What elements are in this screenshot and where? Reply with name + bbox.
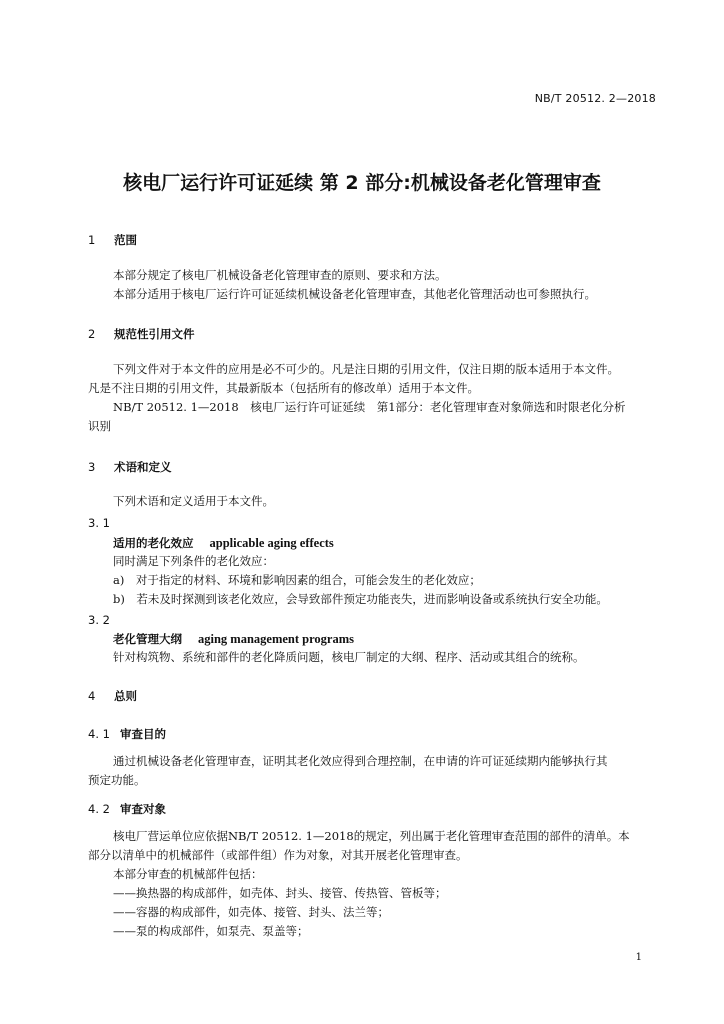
reference-line: 识别 [88, 419, 111, 433]
section-4-1-heading [88, 726, 166, 742]
section-1-heading [88, 232, 137, 248]
section-4-heading [88, 688, 137, 704]
paragraph-line: 本部分适用于核电厂运行许可证延续机械设备老化管理审查，其他老化管理活动也可参照执行。 [113, 287, 596, 301]
reference-line: NB/T 20512. 1—2018 核电厂运行许可证延续 第1部分：老化管理审查对象筛选和时限老化分析 [113, 400, 626, 414]
list-item: ——容器的构成部件，如壳体、接管、封头、法兰等； [113, 905, 389, 919]
standard-code: NB/T 20512. 2—2018 [534, 92, 656, 105]
paragraph-line: 针对构筑物、系统和部件的老化降质问题，核电厂制定的大纲、程序、活动或其组合的统称。 [113, 650, 585, 664]
paragraph-line: 通过机械设备老化管理审查，证明其老化效应得到合理控制，在申请的许可证延续期内能够执行其 [113, 754, 608, 768]
paragraph-line: 部分以清单中的机械部件（或部件组）作为对象，对其开展老化管理审查。 [88, 848, 468, 862]
list-item: ——换热器的构成部件，如壳体、封头、接管、传热管、管板等； [113, 886, 447, 900]
list-item: ——泵的构成部件，如泵壳、泵盖等； [113, 924, 309, 938]
section-title: 术语和定义 [114, 460, 172, 474]
term-title-cn: 老化管理大纲 [113, 632, 182, 646]
paragraph-line: 核电厂营运单位应依据NB/T 20512. 1—2018的规定，列出属于老化管理审查范围的部件的清单。本 [113, 829, 630, 843]
page-number: 1 [635, 952, 642, 963]
term-number: 3. 1 [88, 516, 110, 530]
paragraph-line: 本部分规定了核电厂机械设备老化管理审查的原则、要求和方法。 [113, 268, 447, 282]
section-title: 审查目的 [120, 727, 166, 741]
section-4-2-heading [88, 801, 166, 817]
paragraph-line: 同时满足下列条件的老化效应： [113, 554, 274, 568]
term-title [113, 535, 334, 551]
section-title: 审查对象 [120, 802, 166, 816]
section-title: 总则 [114, 689, 137, 703]
document-title: 核电厂运行许可证延续 第 2 部分:机械设备老化管理审查 [123, 172, 601, 194]
paragraph-line: 预定功能。 [88, 773, 146, 787]
term-number: 3. 2 [88, 613, 110, 627]
section-3-heading [88, 459, 172, 475]
section-number: 4 [88, 689, 96, 703]
section-title: 范围 [114, 233, 137, 247]
paragraph-line: 凡是不注日期的引用文件，其最新版本（包括所有的修改单）适用于本文件。 [88, 381, 479, 395]
section-number: 1 [88, 233, 96, 247]
section-title: 规范性引用文件 [114, 327, 195, 341]
term-title-en: aging management programs [198, 632, 355, 646]
list-item: a) 对于指定的材料、环境和影响因素的组合，可能会发生的老化效应； [113, 573, 481, 587]
section-number: 3 [88, 460, 96, 474]
paragraph-line: 下列文件对于本文件的应用是必不可少的。凡是注日期的引用文件，仅注日期的版本适用于本文件。 [113, 362, 619, 376]
paragraph-line: 本部分审查的机械部件包括： [113, 867, 263, 881]
term-title-cn: 适用的老化效应 [113, 536, 194, 550]
term-title [113, 631, 354, 647]
section-2-heading [88, 326, 195, 342]
section-number: 4. 2 [88, 802, 110, 816]
term-title-en: applicable aging effects [209, 536, 334, 550]
section-number: 4. 1 [88, 727, 110, 741]
list-item: b) 若未及时探测到该老化效应，会导致部件预定功能丧失，进而影响设备或系统执行安全功能。 [113, 592, 608, 606]
paragraph-line: 下列术语和定义适用于本文件。 [113, 494, 274, 508]
section-number: 2 [88, 327, 96, 341]
